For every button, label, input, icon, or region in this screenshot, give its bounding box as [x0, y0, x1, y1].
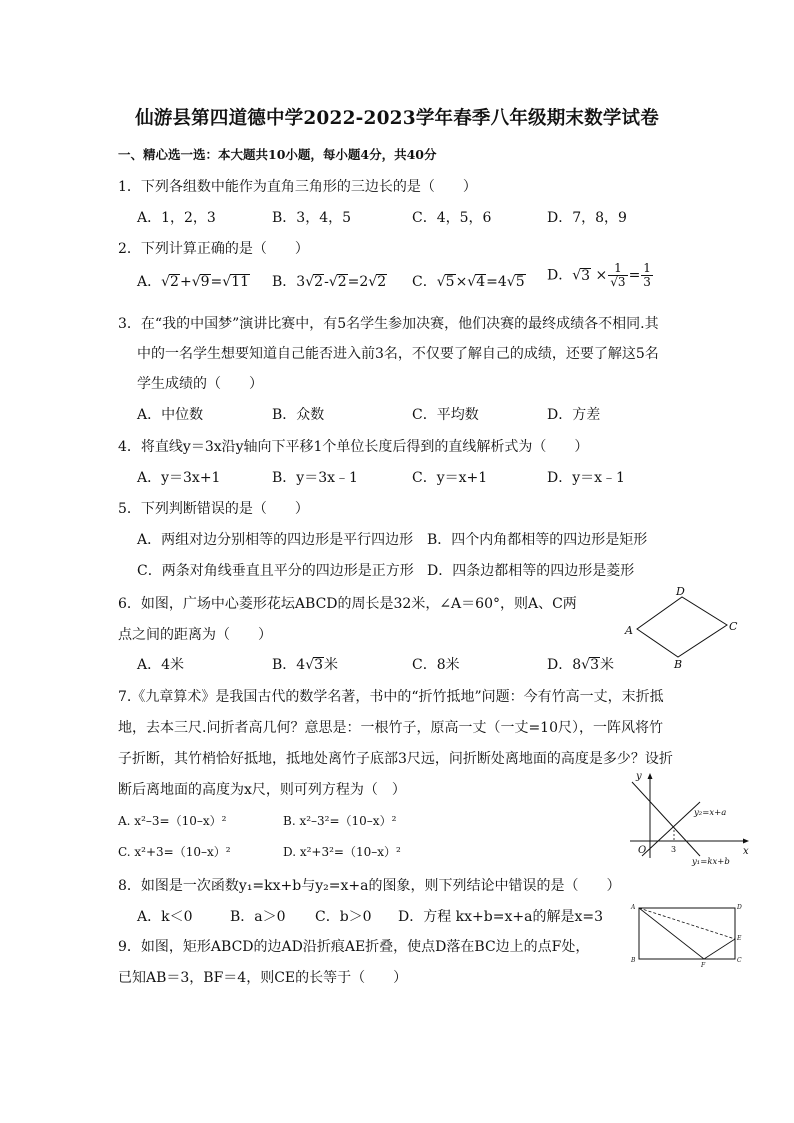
- q6-option-c: C．8米: [412, 657, 460, 673]
- q6-option-b: B．4√3米: [272, 657, 339, 673]
- q3-line-1: 3．在“我的中国梦”演讲比赛中，有5名学生参加决赛，他们决赛的最终成绩各不相同.其: [118, 316, 659, 332]
- q7-line-1: 7.《九章算术》是我国古代的数学名著，书中的“折竹抵地”问题：今有竹高一丈，末折抵: [118, 689, 664, 705]
- q7-line-3: 子折断，其竹梢恰好抵地，抵地处离竹子底部3尺远，问折断处离地面的高度是多少？设折: [118, 751, 673, 767]
- q1-option-c: C．4，5，6: [412, 210, 492, 226]
- q1-option-d: D．7，8，9: [547, 210, 627, 226]
- q4-option-a: A．y＝3x+1: [137, 470, 221, 486]
- x-axis-label: x: [743, 846, 749, 857]
- origin-label: O: [638, 845, 647, 856]
- q5-option-a: A．两组对边分别相等的四边形是平行四边形: [137, 532, 414, 548]
- q3-option-b: B．众数: [272, 407, 325, 423]
- q8-option-b: B．a＞0: [230, 909, 286, 925]
- q7-option-d: D. x²+3²=（10–x）²: [283, 845, 401, 859]
- q6-line-2: 点之间的距离为（ ）: [118, 627, 272, 643]
- q5-stem: 5．下列判断错误的是（ ）: [118, 501, 309, 517]
- q8-option-d: D．方程 kx+b=x+a的解是x=3: [398, 909, 603, 925]
- q4-option-d: D．y＝x﹣1: [547, 470, 625, 486]
- x-three-label: 3: [671, 845, 677, 854]
- rhombus-label-b: B: [674, 658, 683, 670]
- q6-option-a: A．4米: [137, 657, 185, 673]
- rhombus-figure: [620, 585, 745, 670]
- q9-line-1: 9．如图，矩形ABCD的边AD沿折痕AE折叠，使点D落在BC边上的点F处，: [118, 939, 590, 955]
- q7-option-c: C. x²+3=（10–x）²: [118, 845, 231, 859]
- rect-label-c: C: [737, 957, 742, 964]
- q7-option-a: A. x²–3=（10–x）²: [118, 814, 227, 828]
- q1-option-a: A．1，2，3: [137, 210, 216, 226]
- segment-fe: [704, 939, 735, 959]
- rect-label-f: F: [701, 962, 706, 969]
- q5-option-b: B．四个内角都相等的四边形是矩形: [427, 532, 648, 548]
- q5-option-c: C．两条对角线垂直且平分的四边形是正方形: [137, 563, 414, 579]
- fold-line-ae: [639, 908, 735, 939]
- rect-label-b: B: [631, 957, 636, 964]
- q3-line-3: 学生成绩的（ ）: [137, 376, 263, 392]
- q4-stem: 4．将直线y＝3x沿y轴向下平移1个单位长度后得到的直线解析式为（ ）: [118, 439, 589, 455]
- x-axis-arrow: [743, 839, 749, 844]
- q5-option-d: D．四条边都相等的四边形是菱形: [427, 563, 635, 579]
- q7-line-2: 地，去本三尺.问折者高几何？意思是：一根竹子，原高一丈（一丈=10尺），一阵风将竹: [118, 720, 663, 736]
- rhombus-abcd: [637, 597, 727, 657]
- q7-option-b: B. x²–3²=（10–x）²: [283, 814, 397, 828]
- page-title: 仙游县第四道德中学2022-2023学年春季八年级期末数学试卷: [135, 108, 659, 129]
- rectangle-abcd: [639, 908, 735, 959]
- q8-option-a: A．k＜0: [137, 909, 193, 925]
- q3-line-2: 中的一名学生想要知道自己能否进入前3名，不仅要了解自己的成绩，还要了解这5名: [137, 346, 659, 362]
- linear-functions-figure: [628, 768, 753, 868]
- rect-label-a: A: [631, 904, 636, 911]
- q6-line-1: 6．如图，广场中心菱形花坛ABCD的周长是32米，∠A＝60°，则A、C两: [118, 596, 577, 612]
- y2-label: y₂=x+a: [694, 808, 727, 818]
- q2-option-a: A．√2+√9=√11: [137, 274, 250, 290]
- q4-option-b: B．y＝3x﹣1: [272, 470, 358, 486]
- segment-af: [639, 908, 704, 959]
- rect-label-e: E: [737, 935, 742, 942]
- rectangle-fold-figure: [626, 898, 751, 970]
- y-axis-label: y: [636, 771, 642, 782]
- rhombus-label-c: C: [729, 620, 738, 633]
- rect-label-d: D: [737, 904, 742, 911]
- rhombus-label-a: A: [625, 624, 633, 637]
- q1-stem: 1．下列各组数中能作为直角三角形的三边长的是（ ）: [118, 179, 477, 195]
- rhombus-label-d: D: [676, 585, 685, 598]
- q1-option-b: B．3，4，5: [272, 210, 352, 226]
- q3-option-a: A．中位数: [137, 407, 204, 423]
- y-axis-arrow: [648, 773, 653, 779]
- section-heading: 一、精心选一选：本大题共10小题，每小题4分，共40分: [118, 147, 437, 162]
- q3-option-c: C．平均数: [412, 407, 479, 423]
- q8-option-c: C．b＞0: [315, 909, 372, 925]
- y1-label: y₁=kx+b: [692, 857, 730, 867]
- q6-option-d: D．8√3米: [547, 657, 614, 673]
- q3-option-d: D．方差: [547, 407, 601, 423]
- q2-option-c: C．√5×√4=4√5: [412, 274, 525, 290]
- q2-stem: 2．下列计算正确的是（ ）: [118, 241, 309, 257]
- q2-option-b: B．3√2-√2=2√2: [272, 274, 387, 290]
- q8-stem: 8．如图是一次函数y₁=kx+b与y₂=x+a的图象，则下列结论中错误的是（ ）: [118, 878, 621, 894]
- q9-line-2: 已知AB＝3，BF＝4，则CE的长等于（ ）: [118, 970, 408, 986]
- q4-option-c: C．y＝x+1: [412, 470, 488, 486]
- q7-line-4: 断后离地面的高度为x尺，则可列方程为（ ）: [118, 782, 406, 798]
- q2-option-d: D．√3 × $\frac{1}{√3}$ = $\frac{1}{3}$: [547, 261, 651, 289]
